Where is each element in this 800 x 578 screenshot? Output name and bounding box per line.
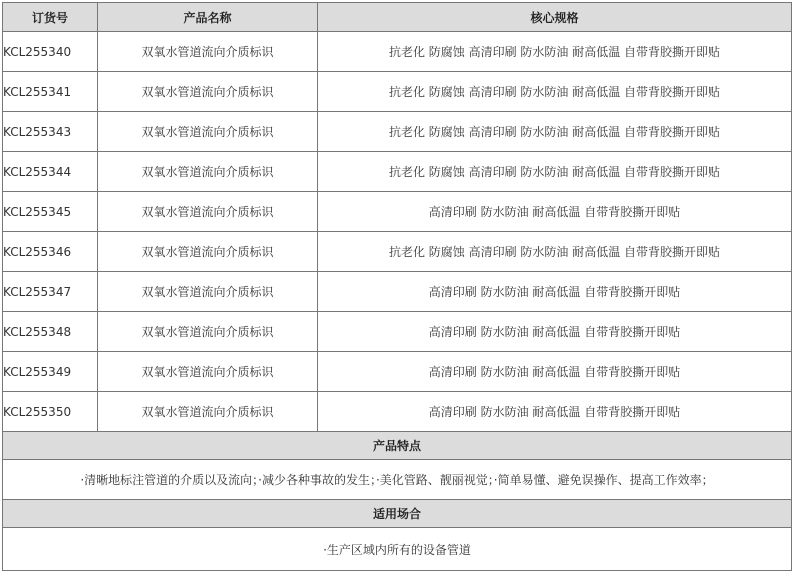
table-row: [3, 192, 792, 232]
usage-title: 适用场合: [3, 500, 792, 528]
core-spec-cell: 抗老化 防腐蚀 高清印刷 防水防油 耐高低温 自带背胶撕开即贴: [318, 32, 792, 72]
order-number-cell: KCL255341: [3, 72, 98, 112]
table-row: [3, 352, 792, 392]
core-spec-cell: 抗老化 防腐蚀 高清印刷 防水防油 耐高低温 自带背胶撕开即贴: [318, 112, 792, 152]
column-header-core-spec: 核心规格: [318, 3, 792, 32]
order-number-cell: KCL255340: [3, 32, 98, 72]
table-row: [3, 152, 792, 192]
product-name-cell: 双氧水管道流向介质标识: [98, 232, 318, 272]
column-header-product-name: 产品名称: [98, 3, 318, 32]
product-name-cell: 双氧水管道流向介质标识: [98, 312, 318, 352]
features-header-row: [3, 432, 792, 460]
order-number-cell: KCL255346: [3, 232, 98, 272]
product-name-cell: 双氧水管道流向介质标识: [98, 32, 318, 72]
table-row: [3, 112, 792, 152]
core-spec-cell: 抗老化 防腐蚀 高清印刷 防水防油 耐高低温 自带背胶撕开即贴: [318, 72, 792, 112]
features-text: ·清晰地标注管道的介质以及流向；·减少各种事故的发生；·美化管路、靓丽视觉；·简单易懂、避免误操作、提高工作效率；: [3, 460, 792, 500]
core-spec-cell: 高清印刷 防水防油 耐高低温 自带背胶撕开即贴: [318, 392, 792, 432]
core-spec-cell: 高清印刷 防水防油 耐高低温 自带背胶撕开即贴: [318, 272, 792, 312]
order-number-cell: KCL255348: [3, 312, 98, 352]
core-spec-cell: 抗老化 防腐蚀 高清印刷 防水防油 耐高低温 自带背胶撕开即贴: [318, 232, 792, 272]
product-spec-table: [2, 2, 792, 571]
product-name-cell: 双氧水管道流向介质标识: [98, 112, 318, 152]
column-header-order-number: 订货号: [3, 3, 98, 32]
table-row: [3, 392, 792, 432]
order-number-cell: KCL255345: [3, 192, 98, 232]
order-number-cell: KCL255350: [3, 392, 98, 432]
order-number-cell: KCL255349: [3, 352, 98, 392]
product-name-cell: 双氧水管道流向介质标识: [98, 392, 318, 432]
core-spec-cell: 抗老化 防腐蚀 高清印刷 防水防油 耐高低温 自带背胶撕开即贴: [318, 152, 792, 192]
product-name-cell: 双氧水管道流向介质标识: [98, 272, 318, 312]
product-name-cell: 双氧水管道流向介质标识: [98, 152, 318, 192]
features-title: 产品特点: [3, 432, 792, 460]
order-number-cell: KCL255344: [3, 152, 98, 192]
core-spec-cell: 高清印刷 防水防油 耐高低温 自带背胶撕开即贴: [318, 312, 792, 352]
table-header-row: [3, 3, 792, 32]
product-name-cell: 双氧水管道流向介质标识: [98, 72, 318, 112]
usage-text: ·生产区域内所有的设备管道: [3, 528, 792, 571]
order-number-cell: KCL255347: [3, 272, 98, 312]
table-row: [3, 72, 792, 112]
features-row: [3, 460, 792, 500]
core-spec-cell: 高清印刷 防水防油 耐高低温 自带背胶撕开即贴: [318, 192, 792, 232]
product-name-cell: 双氧水管道流向介质标识: [98, 352, 318, 392]
order-number-cell: KCL255343: [3, 112, 98, 152]
core-spec-cell: 高清印刷 防水防油 耐高低温 自带背胶撕开即贴: [318, 352, 792, 392]
usage-header-row: [3, 500, 792, 528]
table-row: [3, 272, 792, 312]
table-row: [3, 312, 792, 352]
product-name-cell: 双氧水管道流向介质标识: [98, 192, 318, 232]
table-row: [3, 232, 792, 272]
table-row: [3, 32, 792, 72]
usage-row: [3, 528, 792, 571]
